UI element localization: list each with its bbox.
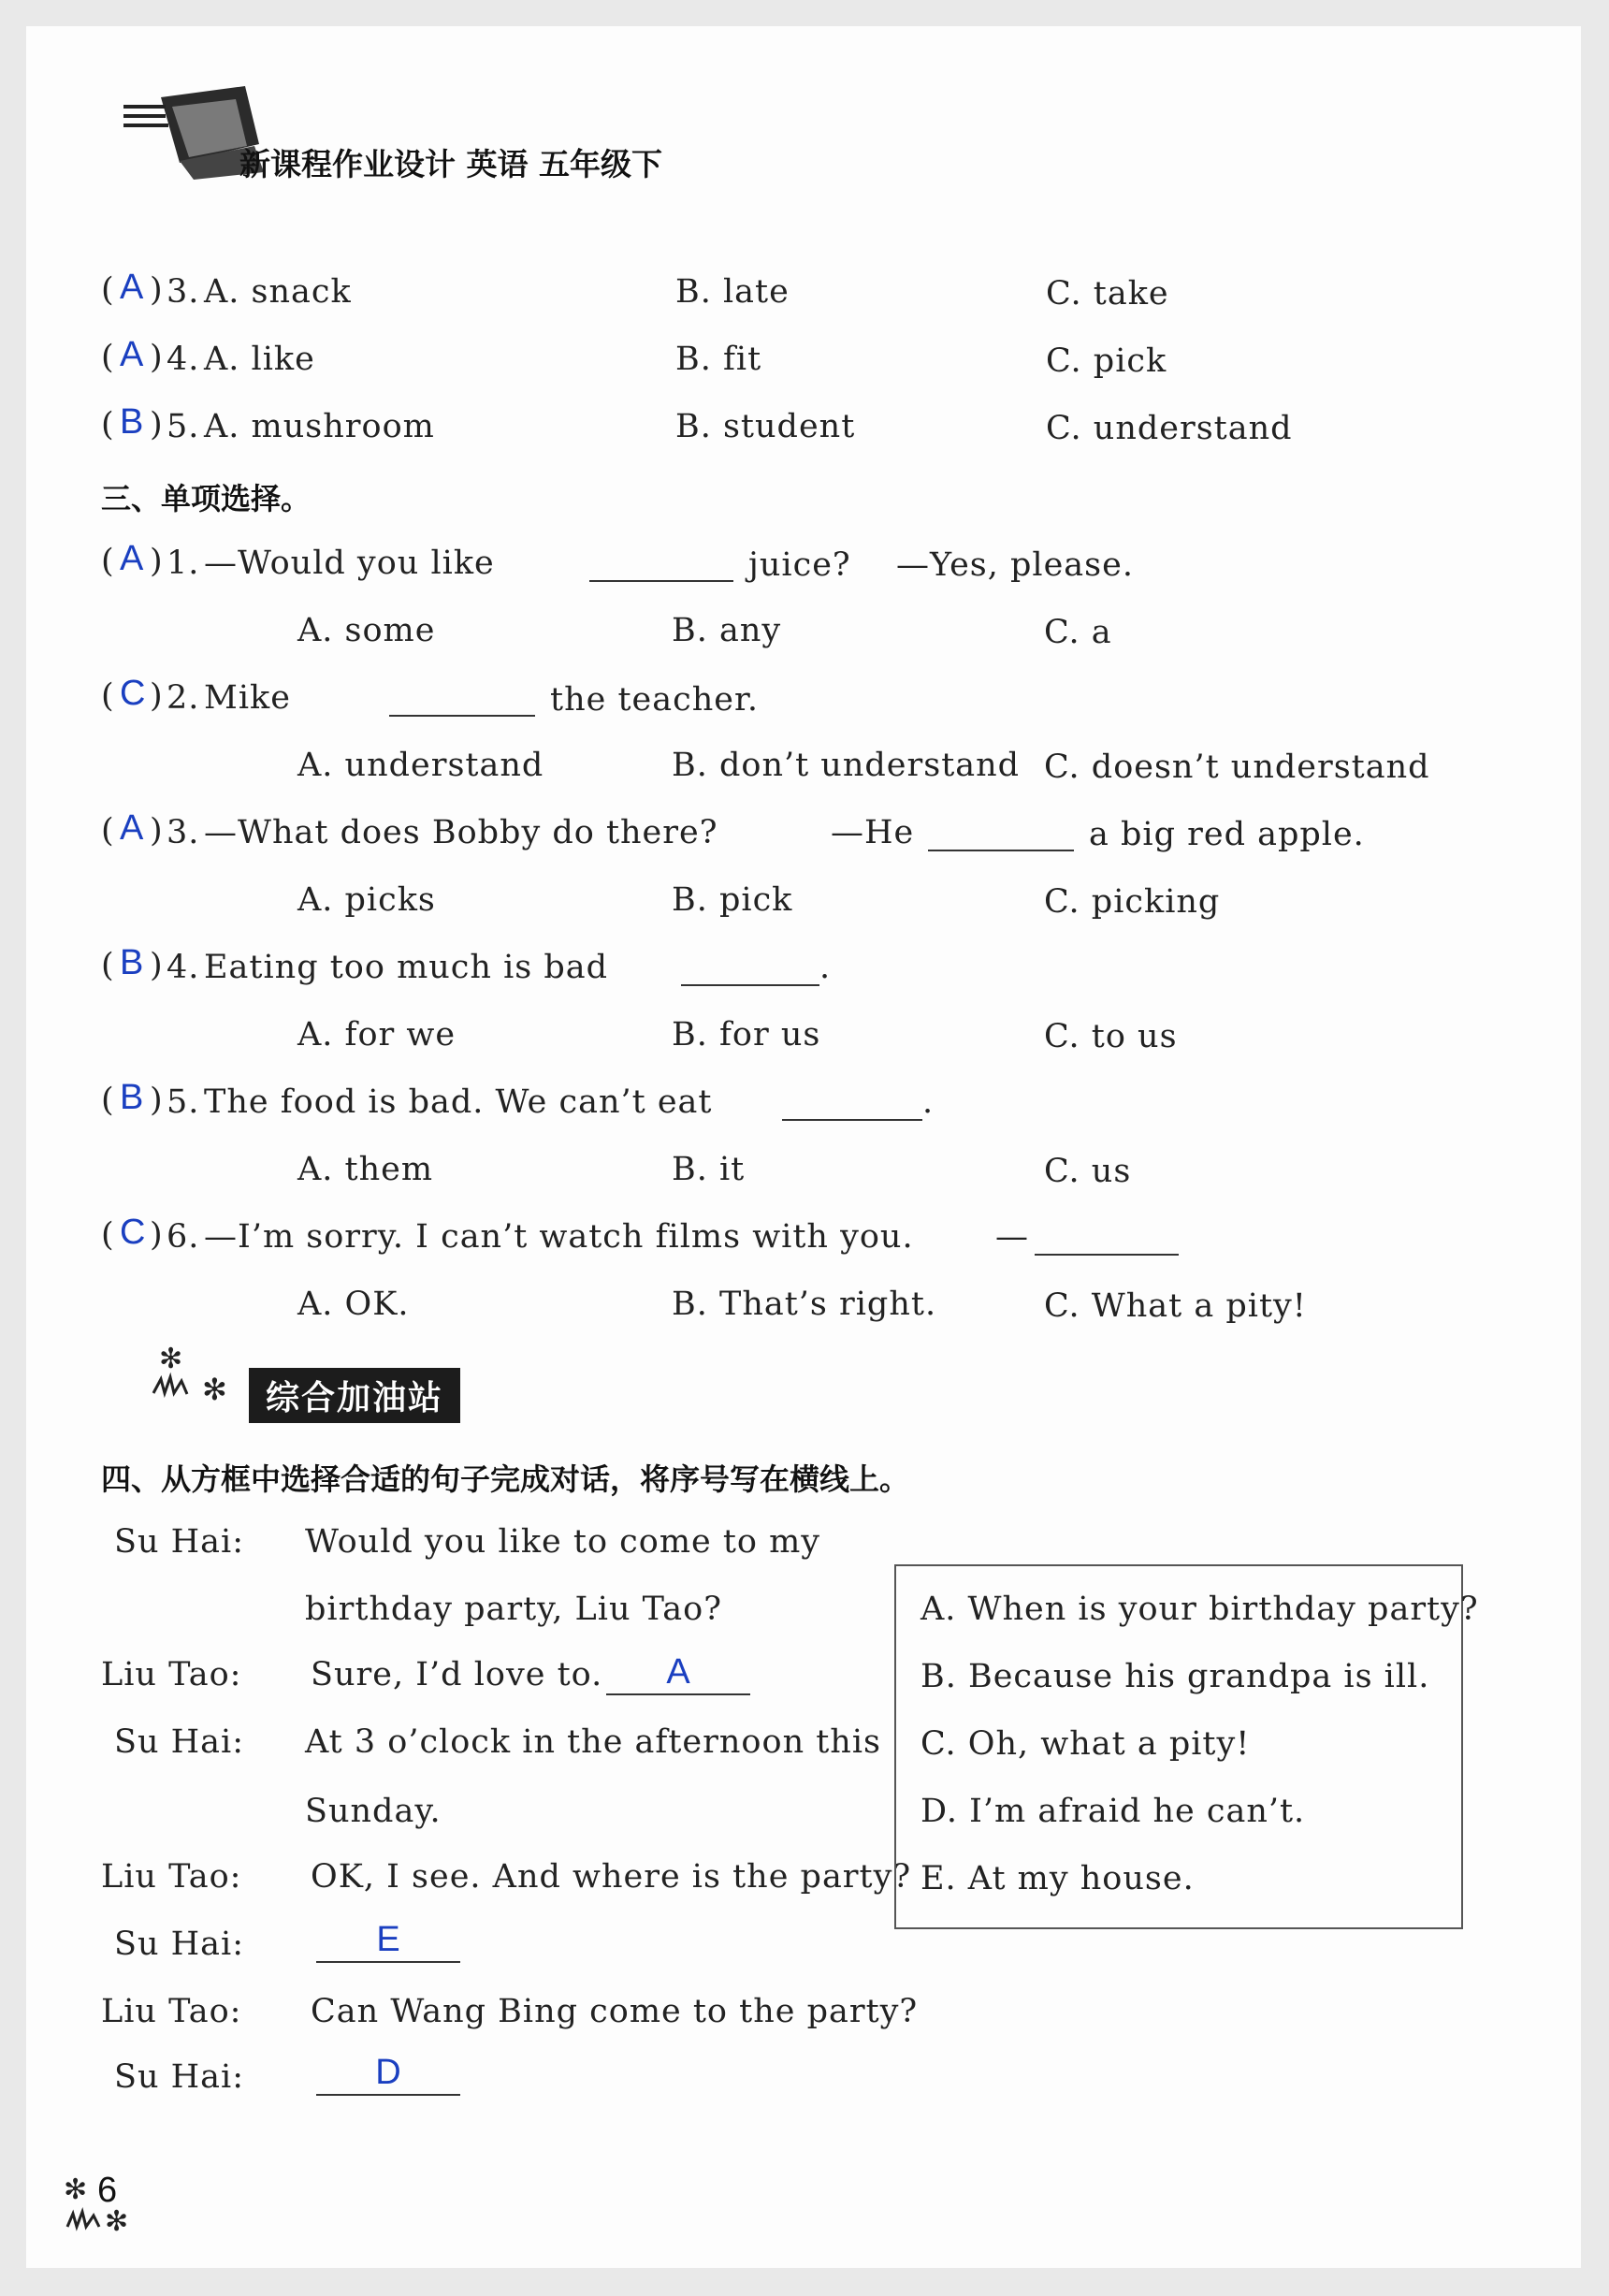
flower-grass-icon <box>152 1342 254 1407</box>
answer-blank[interactable] <box>589 548 733 582</box>
svg-text:✻: ✻ <box>202 1372 227 1407</box>
answer-mark: C <box>120 674 146 713</box>
section-title-3: 三、单项选择。 <box>101 481 312 516</box>
answer-mark: A <box>120 335 144 374</box>
answer-blank[interactable]: E <box>316 1920 460 1963</box>
page-number: 6 <box>97 2171 118 2210</box>
answer-mark: A <box>120 808 144 848</box>
svg-text:✻: ✻ <box>105 2205 129 2236</box>
svg-text:✻: ✻ <box>64 2173 88 2206</box>
answer-mark: B <box>120 943 144 982</box>
answer-mark: A <box>120 539 144 578</box>
answer-mark: B <box>120 402 144 442</box>
answer-blank[interactable] <box>389 683 535 717</box>
answer-blank[interactable] <box>928 818 1074 851</box>
answer-blank[interactable] <box>782 1087 922 1121</box>
answer-mark: B <box>120 1078 144 1117</box>
svg-text:✻: ✻ <box>159 1343 183 1375</box>
answer-mark: C <box>120 1213 146 1252</box>
worksheet-page: 新课程作业设计 英语 五年级下 ( A ) 3. A. snack B. late C. take ( A ) 4. A. like B. fit C. pick ( B ) 5. A. mushroom B. student C. understand 三、单项选择。 ( A ) 1. —Would you like juice? —Yes, please. A. some B. any C. a ( C ) 2. Mike the teacher. A. understand B. don’t understand C. doesn’t understand ( A ) 3. —What does Bobby do there? —He a big red apple. A. picks B. pick C. picking ( B ) 4. Eating too much is bad . A. for we B. for us C. to us ( B ) 5. The food is bad. We can’t eat . A. them B. it C. us ( C ) 6. —I’m sorry. I can’t watch films with you. — A. OK. B. That’s right. C. What a pity! ✻ ✻ 综合加油站 四、从方框中选择合适的句子完成对话，将序号写在横线上。 Su Hai: Would you like to come to my birthday party, Liu Tao? Liu Tao: Sure, I’d love to. A Su Hai: At 3 o’clock in the afternoon this Sunday. Liu Tao: OK, I see. And where is the party? Su Hai: E Liu Tao: Can Wang Bing come to the party? Su Hai: D A. When is your birthday party? B. Because his grandpa is ill. C. Oh, what a pity! D. I’m afraid he can’t. E. At my house. ✻ ✻ 6 <box>26 26 1581 2268</box>
answer-blank[interactable]: A <box>606 1652 750 1695</box>
answer-blank[interactable] <box>681 952 819 986</box>
answer-mark: A <box>120 268 144 307</box>
options-box: A. When is your birthday party? B. Because his grandpa is ill. C. Oh, what a pity! D. I’m afraid he can’t. E. At my house. <box>894 1564 1463 1929</box>
section-banner: 综合加油站 <box>249 1368 460 1423</box>
answer-blank[interactable]: D <box>316 2053 460 2096</box>
header-title: 新课程作业设计 英语 五年级下 <box>239 146 662 182</box>
answer-blank[interactable] <box>1035 1222 1179 1256</box>
section-title-4: 四、从方框中选择合适的句子完成对话，将序号写在横线上。 <box>101 1461 910 1497</box>
